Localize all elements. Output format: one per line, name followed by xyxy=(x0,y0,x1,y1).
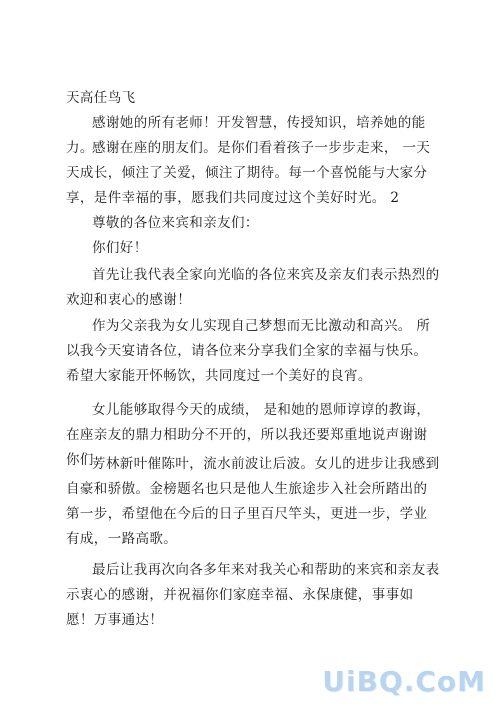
paragraph-salutation: 尊敬的各位来宾和亲友们： xyxy=(92,215,259,231)
paragraph-teacher-thanks: 女儿能够取得今天的成绩， 是和她的恩师谆谆的教诲， 在座亲友的鼎力相助分不开的，所以我还要郑重地说声谢谢你们。 xyxy=(66,402,431,468)
paragraph-greeting: 你们好！ xyxy=(92,240,148,256)
paragraph-welcome: 首先让我代表全家向光临的各位来宾及亲友们表示热烈的欢迎和衷心的感谢！ xyxy=(66,267,440,308)
paragraph-closing: 最后让我再次向各多年来对我关心和帮助的来宾和亲友表示衷心的感谢，并祝福你们家庭幸福、永保康健，事事如愿！万事通达！ xyxy=(66,562,440,628)
paragraph-thanks-friends: 感谢在座的朋友们。是你们看着孩子一步步走来， 一天天成长，倾注了关爱，倾注了期待。每一个喜悦能与大家分享，是件幸福的事，愿我们共同度过这个美好时光。 2 xyxy=(66,140,431,206)
paragraph-heading: 天高任鸟飞 xyxy=(66,90,136,106)
watermark-logo: UiBQ.CoM xyxy=(322,665,486,698)
paragraph-thanks-teachers: 感谢她的所有老师！开发智慧，传授知识，培养她的能力。 xyxy=(66,115,426,156)
paragraph-father-speech: 作为父亲我为女儿实现自己梦想而无比激动和高兴。 所以我今天宴请各位，请各位来分享我们全家的幸福与快乐。 希望大家能开怀畅饮，共同度过一个美好的良宵。 xyxy=(66,318,431,384)
paragraph-progress: 芳林新叶催陈叶，流水前波让后波。女儿的进步让我感到自豪和骄傲。金榜题名也只是他人生旅途步入社会所踏出的第一步，希望他在今后的日子里百尺竿头，更进一步，学业有成，一路高歌。 xyxy=(66,456,440,547)
